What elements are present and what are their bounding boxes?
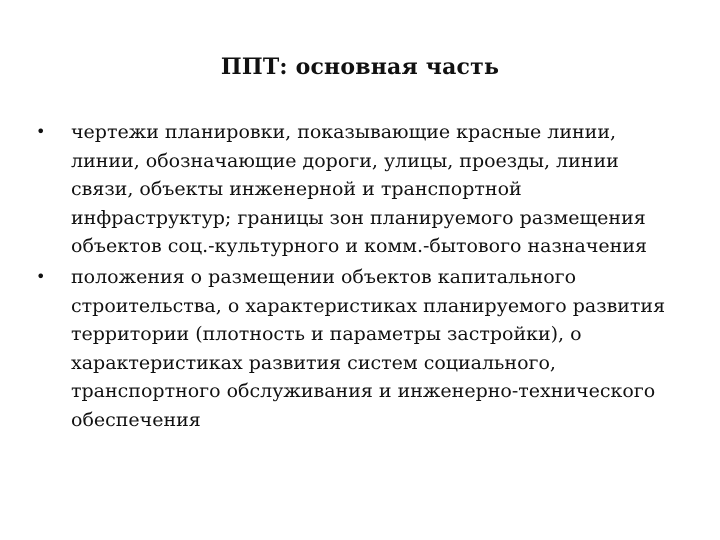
bullet-item-provisions xyxy=(36,263,686,435)
slide-title: ППТ: основная часть xyxy=(220,54,500,80)
bullet-list xyxy=(36,118,686,437)
bullet-dot-icon: • xyxy=(36,266,46,286)
bullet-dot-icon: • xyxy=(36,122,46,141)
bullet-item-drawings xyxy=(36,118,686,261)
bullet-text: чертежи планировки, показывающие красные линии, линии, обозначающие дороги, улицы, проезды, линии связи, объекты инженерной и транспортной инфраструктур; границы зон планируемого размещения объектов соц.-культурного и комм.-бытового назначения xyxy=(71,121,647,258)
bullet-text: положения о размещении объектов капитального строительства, о характеристиках планируемого развития территории (плотность и параметры застройки), о характеристиках развития систем социального, транспортного обслуживания и инженерно-технического обеспечения xyxy=(71,265,666,431)
